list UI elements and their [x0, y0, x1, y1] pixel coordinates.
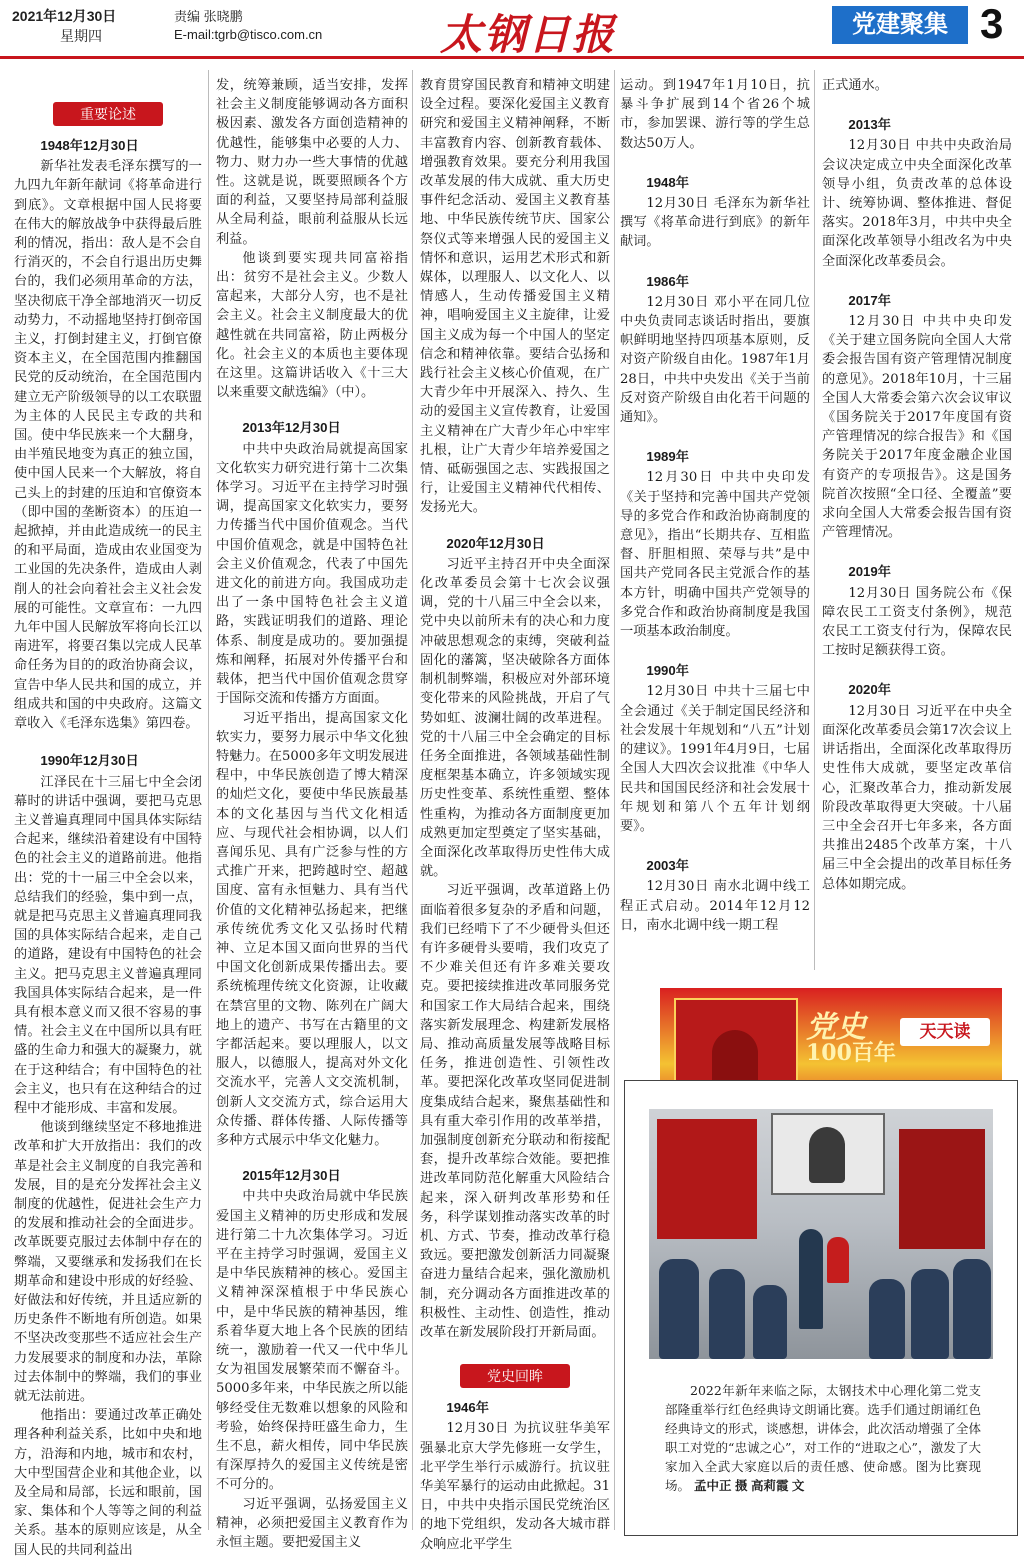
- article-paragraph: 12月30日 中共中央印发《关于坚持和完善中国共产党领导的多党合作和政治协商制度的意见》，指出“长期共存、互相监督、肝胆相照、荣辱与共”是中国共产党同各民主党派合作的基本方针，明确中国共产党领导的多党合作和政治协商制度是我国一项基本政治制度。: [620, 470, 810, 640]
- article-paragraph: 新华社发表毛泽东撰写的一九四九年新年献词《将革命进行到底》。文章根据中国人民将要在伟大的解放战争中获得最后胜利的情况，指出：敌人是不会自行消灭的，不会自行退出历史舞台的，我们必须用革命的方法，坚决彻底干净全部地消灭一切反动势力，不动摇地坚持打倒帝国主义，打倒封建主义，打倒官僚资本主义，在全国范围内推翻国民党的反动统治，在全国范围内建立无产阶级领导的以工农联盟为主体的人民民主专政的共和国。使中华民族来一个大翻身，由半殖民地变为真正的独立国，使中国人民来一个大解放，将自己头上的封建的压迫和官僚资本（即中国的垄断资本）的压迫一起掀掉，并由此造成统一的民主的和平局面，造成由农业国变为工业国的先决条件，造成由人剥削人的社会向着社会主义社会发展的可能性。文章宣布：一九四九年中国人民解放军将向长江以南进军，将要召集以完成人民革命任务为目的的政治协商会议，宣告中华人民共和国的成立，并组成共和国的中央政府。这篇文章收入《毛泽东选集》第四卷。: [14, 159, 202, 732]
- column-divider: [208, 70, 209, 1530]
- article-paragraph: 习近平强调，弘扬爱国主义精神，必须把爱国主义教育作为永恒主题。要把爱国主义: [216, 1496, 408, 1551]
- audience-figure: [953, 1259, 991, 1359]
- issue-weekday: 星期四: [60, 28, 102, 44]
- article-paragraph: 12月30日 中共中央政治局会议决定成立中央全面深化改革领导小组，负责改革的总体设计、统筹协调、整体推进、督促落实。2018年3月，中共中央全面深化改革领导小组改名为中央全面深化改革委员会。: [822, 138, 1012, 269]
- photo-box: [624, 1080, 1018, 1536]
- event-photo: [649, 1109, 993, 1359]
- article-paragraph: 教育贯穿国民教育和精神文明建设全过程。要深化爱国主义教育研究和爱国主义精神阐释，不断丰富教育内容、创新教育载体、增强教育效果。要充分利用我国改革发展的伟大成就、重大历史事件纪念活动、爱国主义教育基地、中华民族传统节庆、国家公祭仪式等来增强人民的爱国主义情怀和意识，运用艺术形式和新媒体，以理服人、以文化人、以情感人，生动传播爱国主义精神，唱响爱国主义主旋律，让爱国主义成为每一个中国人的坚定信念和精神依靠。要结合弘扬和践行社会主义核心价值观，在广大青少年中开展深入、持久、生动的爱国主义宣传教育，让爱国主义精神在广大青少年心中牢牢扎根，让广大青少年培养爱国之情、砥砺强国之志、实践报国之行，让爱国主义精神代代相传、发扬光大。: [420, 78, 610, 516]
- audience-figure: [753, 1285, 787, 1359]
- page-number: 3: [980, 0, 1004, 47]
- column-2: [216, 76, 408, 1552]
- column-divider: [412, 70, 413, 1530]
- article-paragraph: 12月30日 习近平在中央全面深化改革委员会第17次会议上讲话指出，全面深化改革取得历史性伟大成就，要坚定改革信心，汇聚改革合力，推动新发展阶段改革取得更大突破。十八届三中全会召开七年多来，各方面共推出2485个改革方案，十八届三中全会提出的改革目标任务总体如期完成。: [822, 703, 1012, 892]
- column-5: [822, 76, 1012, 894]
- article-paragraph: 12月30日 邓小平在同几位中央负责同志谈话时指出，要旗帜鲜明地坚持四项基本原则，反对资产阶级自由化。1987年1月28日，中共中央发出《关于当前反对资产阶级自由化若干问题的通知》。: [620, 294, 810, 426]
- article-paragraph: 12月30日 毛泽东为新华社撰写《将革命进行到底》的新年献词。: [620, 196, 810, 250]
- entry-year: 1989年: [646, 449, 689, 465]
- article-paragraph: 中共中央政治局就提高国家文化软实力研究进行第十二次集体学习。习近平在主持学习时强调，提高国家文化软实力，要努力传播当代中国价值观念。当代中国价值观念，就是中国特色社会主义价值观念，代表了中国先进文化的前进方向。我国成功走出了一条中国特色社会主义道路，实践证明我们的道路、理论体系、制度是成功的。要加强提炼和阐释，拓展对外传播平台和载体，把当代中国价值观念贯穿于国际交流和传播方方面面。: [216, 441, 408, 707]
- entry-year: 2020年: [848, 682, 891, 698]
- article-paragraph: 12月30日 南水北调中线工程正式启动。2014年12月12日，南水北调中线一期工程: [620, 879, 810, 933]
- section-tag-party-history: 党史回眸: [460, 1364, 570, 1388]
- column-1: [14, 76, 202, 1560]
- entry-date: 2013年12月30日: [242, 420, 341, 436]
- audience-figure: [659, 1259, 699, 1359]
- newspaper-masthead: 太钢日报: [440, 10, 617, 59]
- banner-party-label: 党史: [806, 1010, 866, 1045]
- entry-year: 1986年: [646, 273, 689, 289]
- article-paragraph: 运动。到1947年1月10日，抗暴斗争扩展到14个省26个城市，参加罢课、游行等的学生总数达50万人。: [620, 78, 810, 151]
- red-display-board: [899, 1129, 985, 1249]
- article-paragraph: 他谈到继续坚定不移地推进改革和扩大开放指出：我们的改革是社会主义制度的自我完善和发展，目的是充分发挥社会主义制度的优越性，促进社会生产力的发展和推动社会的全面进步。改革既要克服过去体制中存在的弊端，又要继承和发扬我们在长期革命和建设中形成的好经验、好做法和好传统，并且适应新的历史条件不断地有所创造。如果不坚决改变那些不适应社会生产力发展要求的制度和办法，革除过去体制中的弊端，我们的事业就无法前进。: [14, 1120, 202, 1404]
- section-tag-important: 重要论述: [53, 102, 163, 126]
- entry-year: 2019年: [848, 564, 891, 580]
- article-paragraph: 习近平主持召开中央全面深化改革委员会第十七次会议强调，党的十八届三中全会以来，党中央以前所未有的决心和力度冲破思想观念的束缚，突破利益固化的藩篱，坚决破除各方面体制机制弊端，积极应对外部环境变化带来的风险挑战，开启了气势如虹、波澜壮阔的改革进程。党的十八届三中全会确定的目标任务全面推进，各领域基础性制度框架基本确立，许多领域实现历史性变革、系统性重塑、整体性重构，为推动各方面制度更加成熟更加定型奠定了坚实基础，全面深化改革取得历史性伟大成就。: [420, 556, 610, 880]
- column-divider: [814, 70, 815, 970]
- article-paragraph: 江泽民在十三届七中全会闭幕时的讲话中强调，要把马克思主义普遍真理同中国具体实际结合起来，继续沿着建设有中国特色的社会主义的道路前进。他指出：党的十一届三中全会以来，总结我们的经验，集中到一点，就是把马克思主义普遍真理同我国的具体实际结合起来，走自己的道路，建设有中国特色的社会主义。把马克思主义普遍真理同我国具体实际结合起来，是一件具有根本意义而又很不容易的事情。社会主义在中国所以具有旺盛的生命力和强大的凝聚力，就在于这种结合；有中国特色的社会主义，也只有在这种结合的过程中才能形成、丰富和发展。: [14, 774, 202, 1116]
- red-display-board: [657, 1119, 757, 1239]
- projector-screen: [771, 1113, 885, 1195]
- entry-year: 2013年: [848, 117, 891, 133]
- editor-credit: 责编 张晓鹏: [174, 9, 243, 24]
- article-paragraph: 发，统筹兼顾，适当安排，发挥社会主义制度能够调动各方面积极因素、激发各方面创造精神的优越性，能够集中必要的人力、物力、财力办一些大事情的优越性。这就是说，既要照顾各个方面的利益，又要坚持局部利益服从全局利益，眼前利益服从长远利益。: [216, 78, 408, 247]
- issue-date: 2021年12月30日: [12, 8, 117, 24]
- article-paragraph: 12月30日 国务院公布《保障农民工工资支付条例》，规范农民工工资支付行为，保障农民工按时足额获得工资。: [822, 585, 1012, 659]
- speaker-figure: [827, 1237, 849, 1283]
- page-header: [0, 0, 1024, 59]
- entry-year: 1990年: [646, 663, 689, 679]
- audience-figure: [869, 1279, 905, 1359]
- article-paragraph: 中共中央政治局就中华民族爱国主义精神的历史形成和发展进行第二十九次集体学习。习近平在主持学习时强调，爱国主义是中华民族精神的核心。爱国主义精神深深植根于中华民族心中，是中华民族的精神基因，维系着华夏大地上各个民族的团结统一，激励着一代又一代中华儿女为祖国发展繁荣而不懈奋斗。5000多年来，中华民族之所以能够经受住无数难以想象的风险和考验，始终保持旺盛生命力，生生不息，薪火相传，同中华民族有深厚持久的爱国主义传统是密不可分的。: [216, 1189, 408, 1493]
- photo-credit: 孟中正 摄 高莉霞 文: [694, 1479, 805, 1493]
- article-paragraph: 习近平指出，提高国家文化软实力，要努力展示中华文化独特魅力。在5000多年文明发展进程中，中华民族创造了博大精深的灿烂文化，要使中华民族最基本的文化基因与当代文化相适应、与现代社会相协调，以人们喜闻乐见、具有广泛参与性的方式推广开来，把跨越时空、超越国度、富有永恒魅力、具有当代价值的文化精神弘扬起来，把继承传统优秀文化又弘扬时代精神、立足本国又面向世界的当代中国文化创新成果传播出去。要系统梳理传统文化资源，让收藏在禁宫里的文物、陈列在广阔大地上的遗产、书写在古籍里的文字都活起来。要以理服人，以文服人，以德服人，提高对外文化交流水平，完善人文交流机制，创新人文交流方式，综合运用大众传播、群体传播、人际传播等多种方式展示中华文化魅力。: [216, 710, 408, 1148]
- caption-text: 2022年新年来临之际，太钢技术中心理化第二党支部隆重举行红色经典诗文朗诵比赛。选手们通过朗诵红色经典诗文的形式，谈感想，讲体会，此次活动增强了全体职工对党的“忠诚之心”，对工作的“进取之心”，激发了大家加入全武大家庭以后的责任感、使命感。图为比赛现场。: [665, 1383, 981, 1493]
- audience-figure: [709, 1269, 745, 1359]
- column-3: [420, 76, 610, 1554]
- column-divider: [614, 70, 615, 1530]
- entry-year: 1948年: [646, 174, 689, 190]
- section-title: 党建聚集: [832, 6, 968, 44]
- article-paragraph: 12月30日 中共中央印发《关于建立国务院向全国人大常委会报告国有资产管理情况制度的意见》。2018年10月，十三届全国人大常委会第六次会议审议《国务院关于2017年度国有资产管理情况的综合报告》和《国务院关于2017年度金融企业国有资产的专项报告》。这是国务院首次按照“全口径、全覆盖”要求向全国人大常委会报告国有资产管理情况。: [822, 314, 1012, 541]
- article-paragraph: 习近平强调，改革道路上仍面临着很多复杂的矛盾和问题，我们已经啃下了不少硬骨头但还有许多硬骨头要啃，我们攻克了不少难关但还有许多难关要攻克。要把接续推进改革同服务党和国家工作大局结合起来，围绕落实新发展理念、构建新发展格局、推动高质量发展等战略目标任务，推进创造性、引领性改革。要把深化改革攻坚同促进制度集成结合起来，聚焦基础性和具有重大牵引作用的改革举措，加强制度创新充分联动和衔接配套，提升改革综合效能。要把推进改革同防范化解重大风险结合起来，深入研判改革形势和任务，科学谋划推动落实改革的时机、方式、节奏，推动改革行稳致远。要把激发创新活力同凝聚奋进力量结合起来，强化激励机制，充分调动各方面推进改革的积极性、主动性、创造性，推动改革在新发展阶段打开新局面。: [420, 883, 610, 1340]
- audience-figure: [911, 1269, 949, 1359]
- entry-year: 2017年: [848, 292, 891, 308]
- banner-daily-read-label: 天天读: [900, 1018, 990, 1046]
- photo-caption: [665, 1381, 981, 1496]
- banner-hundred-label: 100百年: [806, 1040, 896, 1066]
- article-paragraph: 正式通水。: [822, 78, 888, 93]
- entry-date: 2020年12月30日: [446, 535, 545, 551]
- editor-email: E-mail:tgrb@tisco.com.cn: [174, 27, 323, 42]
- article-paragraph: 他谈到要实现共同富裕指出：贫穷不是社会主义。少数人富起来，大部分人穷，也不是社会主义。社会主义制度最大的优越性就在共同富裕，防止两极分化。社会主义的本质也主要体现在这里。这篇讲话收入《十三大以来重要文献选编》（中）。: [216, 250, 408, 401]
- entry-year: 1946年: [446, 1400, 489, 1416]
- entry-date: 1990年12月30日: [40, 753, 139, 769]
- entry-date: 2015年12月30日: [242, 1168, 341, 1184]
- article-paragraph: 12月30日 为抗议驻华美军强暴北京大学先修班一女学生，北平学生举行示威游行。抗议驻华美军暴行的运动由此掀起。31日，中共中央指示国民党统治区的地下党组织，发动各大城市群众响应北平学生: [420, 1421, 610, 1552]
- entry-year: 2003年: [646, 858, 689, 874]
- speaker-figure: [799, 1229, 823, 1329]
- article-paragraph: 12月30日 中共十三届七中全会通过《关于制定国民经济和社会发展十年规划和“八五”计划的建议》。1991年4月9日，七届全国人大四次会议批准《中华人民共和国国民经济和社会发展十年规划和第八个五年计划纲要》。: [620, 684, 810, 834]
- column-4: [620, 76, 810, 935]
- entry-date: 1948年12月30日: [40, 138, 139, 153]
- article-paragraph: 他指出：要通过改革正确处理各种利益关系，比如中央和地方，沿海和内地，城市和农村，大中型国营企业和其他企业，以及全局和局部，长远和眼前，国家、集体和个人等等之间的利益关系。基本的原则应该是，从全国人民的共同利益出: [14, 1408, 202, 1558]
